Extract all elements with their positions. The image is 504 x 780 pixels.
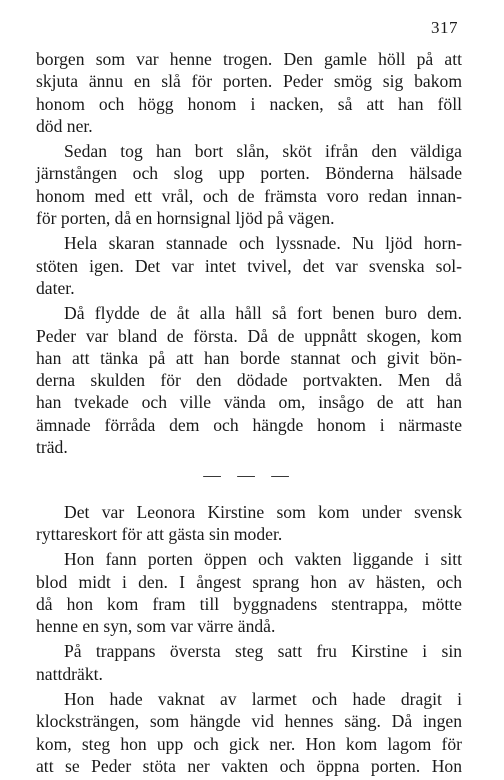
text-line: honom och högg honom i nacken, så att han föll — [36, 93, 462, 114]
text-line: Det var Leonora Kirstine som kom under svensk — [64, 501, 462, 522]
paragraph — [36, 640, 462, 685]
text-line: ryttareskort för att gästa sin moder. — [36, 523, 283, 544]
text-line: Hon hade vaknat av larmet och hade dragit i — [64, 689, 462, 710]
text-line: ämnade förråda dem och hängde honom i närmaste — [36, 414, 462, 435]
text-line: Hon fann porten öppen och vakten liggande i sitt — [64, 549, 462, 570]
text-line: han tvekade och ville vända om, insågo de att han — [36, 392, 462, 413]
text-line: dater. — [36, 277, 75, 298]
text-line: då hon kom fram till byggnadens stentrappa, mötte — [36, 593, 462, 614]
text-line: stöten igen. Det var intet tvivel, det var svenska sol- — [36, 255, 462, 276]
paragraph — [36, 48, 462, 137]
text-line: han att tänka på att han borde stannat och givit bön- — [36, 347, 462, 368]
text-body — [36, 48, 462, 780]
text-line: Då flydde de åt alla håll så fort benen buro dem. — [64, 303, 462, 324]
text-line: kom, steg hon upp och gick ner. Hon kom lagom för — [36, 733, 462, 754]
text-line: borgen som var henne trogen. Den gamle höll på att — [36, 49, 462, 69]
text-line: järnstången och slog upp porten. Bönderna hälsade — [36, 163, 462, 184]
text-line: för porten, då en hornsignal ljöd på vägen. — [36, 208, 335, 229]
text-line: träd. — [36, 437, 68, 458]
text-line: På trappans översta steg satt fru Kirstine i sin — [64, 641, 462, 662]
text-section-after-break — [36, 501, 462, 778]
text-line: Peder var bland de första. Då de uppnått skogen, kom — [36, 325, 462, 346]
paragraph — [36, 140, 462, 229]
text-section-before-break — [36, 48, 462, 458]
page-number: 317 — [431, 18, 458, 37]
text-line: klocksträngen, som hängde vid hennes säng. Då ingen — [36, 711, 462, 732]
paragraph — [36, 302, 462, 458]
text-line: Hela skaran stannade och lyssnade. Nu ljöd horn- — [64, 233, 462, 254]
paragraph — [36, 501, 462, 546]
paragraph — [36, 688, 462, 777]
section-separator: — — — — [203, 465, 295, 486]
text-line: död ner. — [36, 115, 93, 136]
paragraph — [36, 232, 462, 299]
text-line: derna skulden för den dödade portvakten. Men då — [36, 370, 462, 391]
text-line: blod midt i den. I ångest sprang hon av hästen, och — [36, 571, 462, 592]
text-line: henne en syn, som var värre ändå. — [36, 616, 276, 637]
paragraph — [36, 548, 462, 637]
text-line: nattdräkt. — [36, 663, 103, 684]
text-line: skjuta ännu en slå för porten. Peder smög sig bakom — [36, 71, 462, 92]
text-line: honom med ett vrål, och de främsta voro redan innan- — [36, 185, 462, 206]
text-line: Sedan tog han bort slån, sköt ifrån den väldiga — [64, 141, 462, 162]
text-line: att se Peder stöta ner vakten och öppna porten. Hon — [36, 755, 462, 776]
